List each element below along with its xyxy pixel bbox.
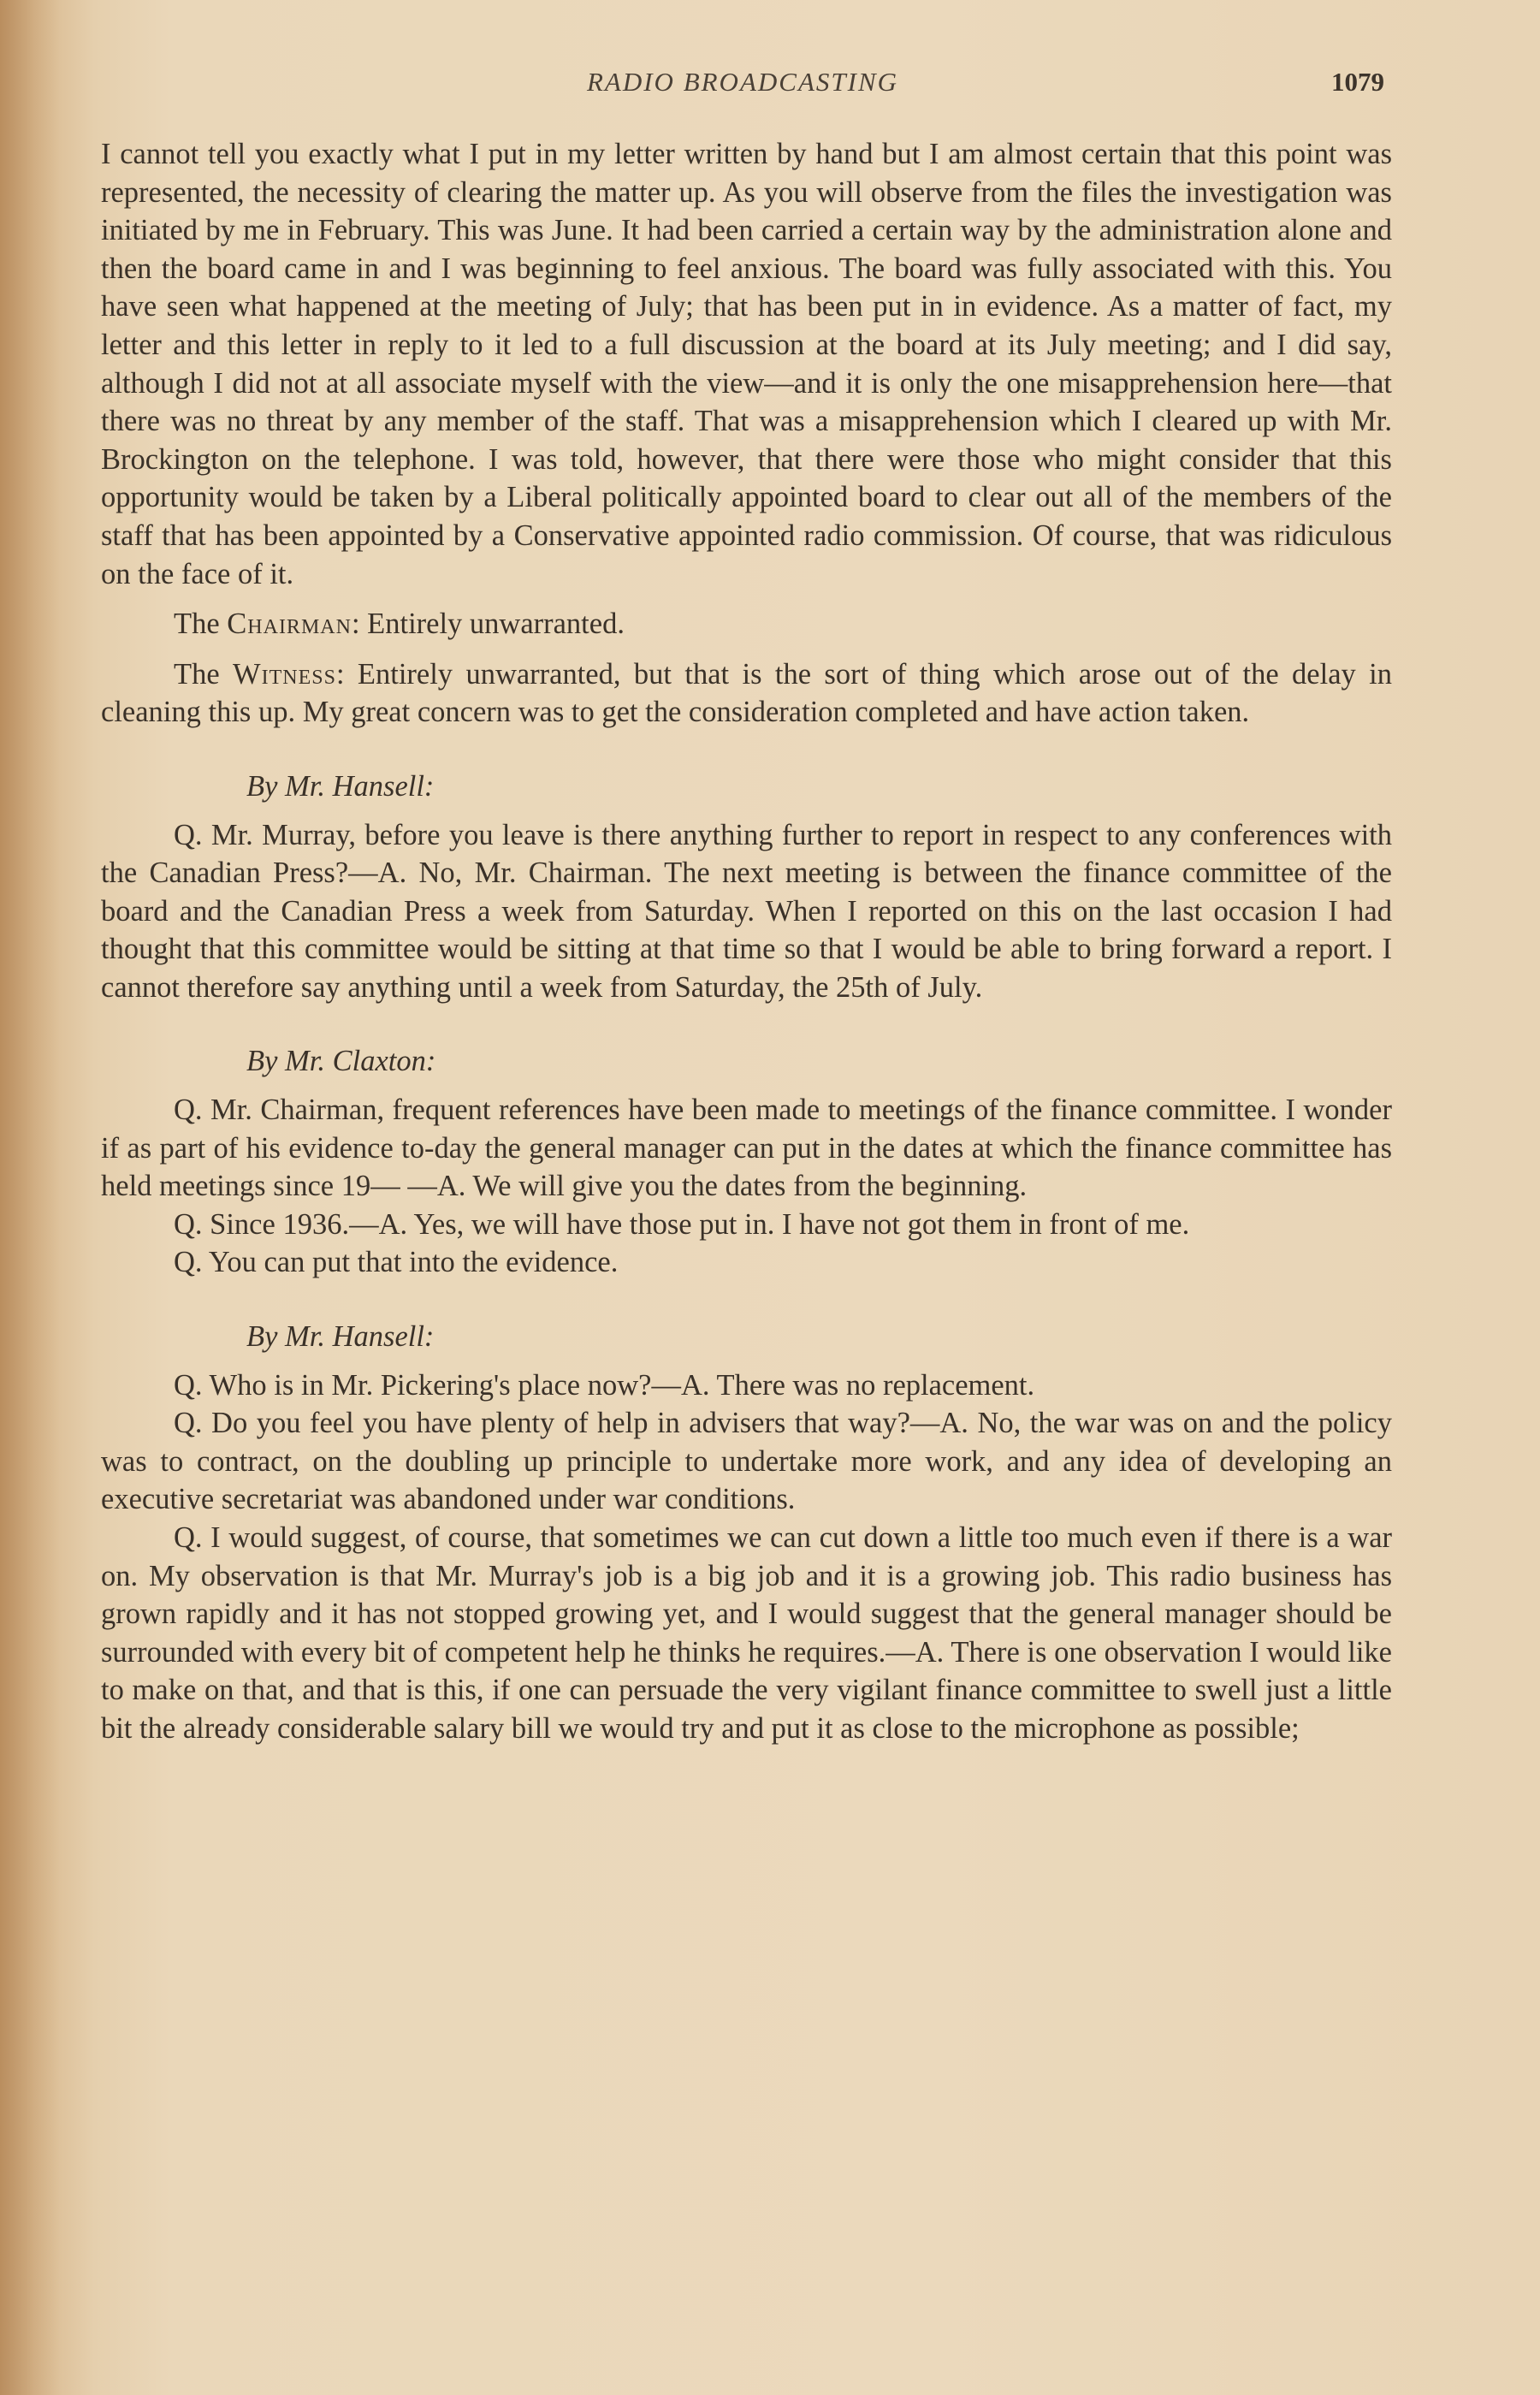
speaker-name: Chairman	[227, 608, 352, 641]
speaker-paragraph-chairman	[101, 605, 1392, 643]
examiner-heading: By Mr. Hansell:	[246, 1320, 435, 1354]
page-body	[101, 135, 1392, 1748]
page-header	[101, 67, 1384, 110]
question-paragraph: Q. Mr. Chairman, frequent references have been made to meetings of the finance committee. I wonder if as part of his evidence to-day the general manager can put in the dates at which the finance committee has held meetings since 19— —A. We will give you the dates from the beginning.	[101, 1094, 1392, 1203]
speaker-paragraph-witness	[101, 655, 1392, 732]
question-paragraph: Q. You can put that into the evidence.	[174, 1246, 619, 1279]
question-paragraph: Q. Mr. Murray, before you leave is there anything further to report in respect to any conferences with the Canadian Press?—A. No, Mr. Chairman. The next meeting is between the finance committee of the board and the Canadian Press a week from Saturday. When I reported on this on the last occasion I had thought that this committee would be sitting at that time so that I would be able to bring forward a report. I cannot therefore say anything until a week from Saturday, the 25th of July.	[101, 818, 1392, 1004]
speaker-text: : Entirely unwarranted.	[351, 608, 625, 641]
examiner-heading: By Mr. Claxton:	[246, 1045, 436, 1078]
running-title: RADIO BROADCASTING	[586, 67, 899, 97]
speaker-prefix: The	[174, 608, 228, 641]
question-paragraph: Q. Who is in Mr. Pickering's place now?—A. There was no replacement.	[174, 1368, 1035, 1402]
question-paragraph: Q. Do you feel you have plenty of help in advisers that way?—A. No, the war was on and the policy was to contract, on the doubling up principle to undertake more work, and any idea of developing an executive secretariat was abandoned under war conditions.	[101, 1407, 1392, 1516]
body-paragraph: I cannot tell you exactly what I put in my letter written by hand but I am almost certain that this point was represented, the necessity of clearing the matter up. As you will observe from the files the investigation was initiated by me in February. This was June. It had been carried a certain way by the administration alone and then the board came in and I was beginning to feel anxious. The board was fully associated with this. You have seen what happened at the meeting of July; that has been put in in evidence. As a matter of fact, my letter and this letter in reply to it led to a full discussion at the board at its July meeting; and I did say, although I did not at all associate myself with the view—and it is only the one misapprehension here—that there was no threat by any member of the staff. That was a misapprehension which I cleared up with Mr. Brockington on the telephone. I was told, however, that there were those who might consider that this opportunity would be taken by a Liberal politically appointed board to clear out all of the members of the staff that has been appointed by a Conservative appointed radio commission. Of course, that was ridiculous on the face of it.	[101, 138, 1392, 590]
page-number: 1079	[1331, 67, 1384, 97]
question-paragraph: Q. I would suggest, of course, that sometimes we can cut down a little too much even if there is a war on. My observation is that Mr. Murray's job is a big job and it is a growing job. This radio business has grown rapidly and it has not stopped growing yet, and I would suggest that the general manager should be surrounded with every bit of competent help he thinks he requires.—A. There is one observation I would like to make on that, and that is this, if one can persuade the very vigilant finance committee to swell just a little bit the already considerable salary bill we would try and put it as close to the microphone as possible;	[101, 1521, 1392, 1745]
speaker-prefix: The	[174, 657, 234, 691]
speaker-name: Witness	[233, 657, 336, 691]
question-paragraph: Q. Since 1936.—A. Yes, we will have those put in. I have not got them in front of me.	[174, 1207, 1190, 1241]
examiner-heading: By Mr. Hansell:	[246, 769, 435, 803]
speaker-text: : Entirely unwarranted, but that is the sort of thing which arose out of the delay in cleaning this up. My great concern was to get the consideration completed and have action taken.	[101, 657, 1392, 729]
